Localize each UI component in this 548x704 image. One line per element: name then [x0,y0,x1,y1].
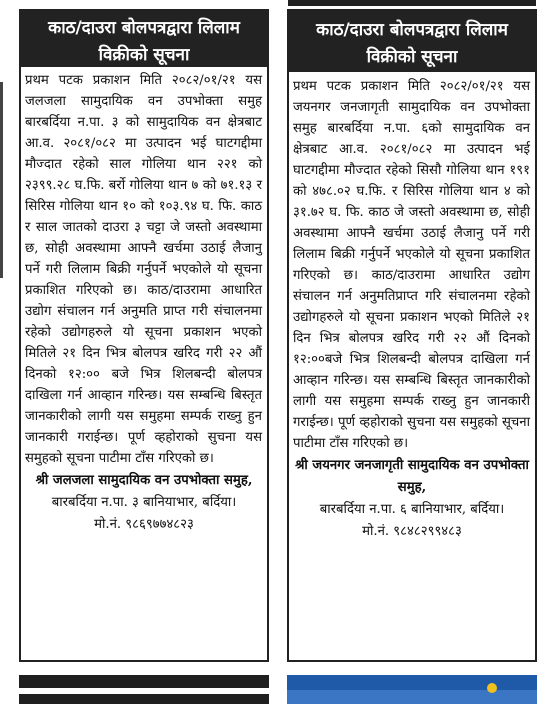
notice-title: काठ/दाउरा बोलपत्रद्वारा लिलाम विक्रीको सूचना [21,11,267,67]
left-auction-notice [19,9,269,662]
group-name: श्री जयनगर जनजागृती सामुदायिक वन उपभोक्ता समुह, [295,458,529,495]
ad-divider-bar [19,688,269,694]
notice-title: काठ/दाउरा बोलपत्रद्वारा लिलाम विक्रीको सूचना [289,11,535,72]
cropped-ad-below-right [287,675,537,704]
ad-band [287,690,537,704]
adjacent-column-edge [0,82,3,278]
group-phone: मो.नं. ९८४८२९९४८३ [362,524,462,539]
top-cropped-strip [288,0,536,6]
group-phone: मो.नं. ९८६९७७४८२३ [94,517,194,532]
notice-signoff [289,455,535,543]
group-address: बारबर्दिया न.पा. ३ बानियाभार, बर्दिया। [51,495,237,510]
group-name: श्री जलजला सामुदायिक वन उपभोक्ता समुह, [35,473,253,488]
group-address: बारबर्दिया न.पा. ६ बानियाभार, बर्दिया। [319,502,505,517]
ad-dot-shape [487,683,497,693]
notice-signoff [21,470,267,536]
notice-body: प्रथम पटक प्रकाशन मिति २०८२/०१/२१ यस जयनगर जनजागृती सामुदायिक वन उपभोक्ता समुह बारबर्दिया न.पा. ६को सामुदायिक वन क्षेत्रबाट आ.व. २०८१/०८२ मा उत्पादन भई घाटगद्दीमा मौज्दात रहेको सिसौ गोलिया थान १९१ को ४७८.०२ घ.फि. र सिरिस गोलिया थान ४ को ३१.७२ घ. फि. काठ जे जस्तो अवस्थामा छ, सोही अवस्थामा आफ्नै खर्चमा उठाई लैजानु पर्ने गरी लिलाम बिक्री गर्नुपर्ने भएकोले यो सूचना प्रकाशित गरिएको छ। काठ/दाउरामा आधारित उद्योग संचालन गर्न अनुमतिप्राप्त गरि संचालनमा रहेको उद्योगहरुले यो सूचना प्रकाशन भएको मितिले २१ दिन भित्र बोलपत्र खरिद गरी २२ औं दिनको १२:००बजे भित्र शिलबन्दी बोलपत्र दाखिला गर्न आव्हान गरिन्छ। यस सम्बन्धि बिस्तृत जानकारीको लागी यस समुहमा सम्पर्क राख्नु हुन जानकारी गराईन्छ। पूर्ण व्हहोराको सुचना यस समुहको सूचना पाटीमा टाँस गरिएको छ। [293,79,530,451]
notice-body: प्रथम पटक प्रकाशन मिति २०८२/०१/२१ यस जलजला सामुदायिक वन उपभोक्ता समुह बारबर्दिया न.पा. ३ को सामुदायिक वन क्षेत्रबाट आ.व. २०८१/०८२ मा उत्पादन भई घाटगद्दीमा मौज्दात रहेको साल गोलिया थान २२१ को २३९९.२८ घ.फि. बर्रो गोलिया थान ७ को ७१.१३ र सिरिस गोलिया थान १० को १०३.९४ घ. फि. काठ र साल जातको दाउरा ३ चट्टा जे जस्तो अवस्थामा छ, सोही अवस्थामा आफ्नै खर्चमा उठाई लैजानु पर्ने गरी लिलाम बिक्री गर्नुपर्ने भएकोले यो सूचना प्रकाशित गरिएको छ। काठ/दाउरामा आधारित उद्योग संचालन गर्न अनुमति प्राप्त गरी संचालनमा रहेको उद्योगहरुले यो सूचना प्रकाशन भएको मितिले २१ दिन भित्र बोलपत्र खरिद गरी २२ औं दिनको १२:०० बजे भित्र शिलबन्दी बोलपत्र दाखिला गर्न आव्हान गरिन्छ। यस सम्बन्धि बिस्तृत जानकारीको लागी यस समुहमा सम्पर्क राख्नु हुन जानकारी गराईन्छ। पूर्ण व्हहोराको सुचना यस समुहको सूचना पाटीमा टाँस गरिएको छ। [25,73,262,466]
cropped-ad-below-left [19,675,269,704]
right-auction-notice [287,9,537,662]
